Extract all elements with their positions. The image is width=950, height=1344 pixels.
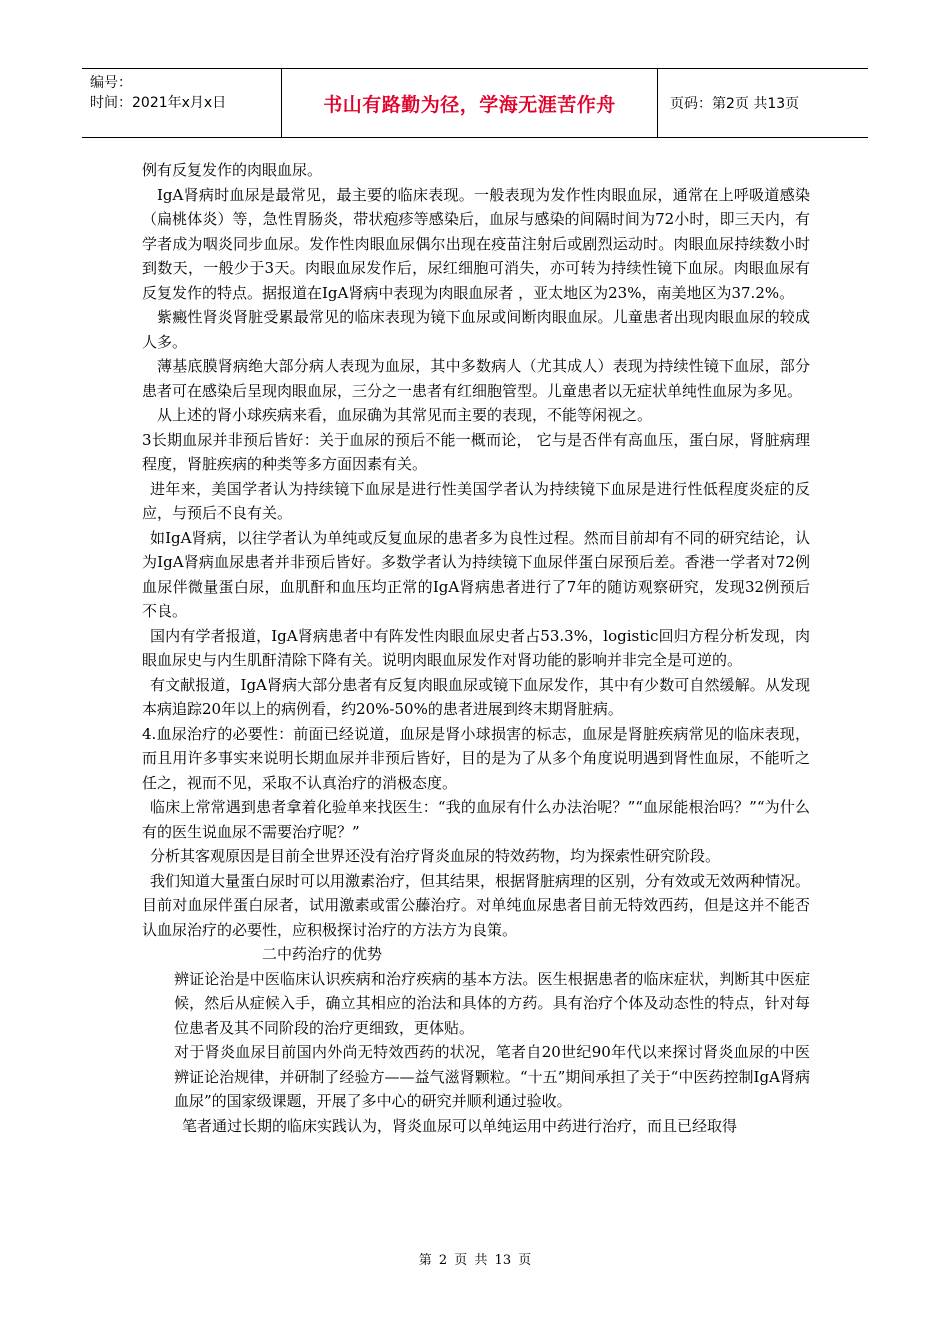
- paragraph: 薄基底膜肾病绝大部分病人表现为血尿，其中多数病人（尤其成人）表现为持续性镜下血尿，部分患者可在感染后呈现肉眼血尿，三分之一患者有红细胞管型。儿童患者以无症状单纯性血尿为多见。: [142, 357, 810, 400]
- header-meta: [82, 69, 282, 137]
- paragraph: 如IgA肾病，以往学者认为单纯或反复血尿的患者多为良性过程。然而目前却有不同的研究结论，认为IgA肾病血尿患者并非预后皆好。多数学者认为持续镜下血尿伴蛋白尿预后差。香港一学者对72例血尿伴微量蛋白尿，血肌酐和血压均正常的IgA肾病患者进行了7年的随访观察研究，发现32例预后不良。: [142, 528, 810, 620]
- section-heading: 二中药治疗的优势: [262, 945, 383, 963]
- paragraph: 笔者通过长期的临床实践认为，肾炎血尿可以单纯运用中药进行治疗，而且已经取得: [182, 1116, 738, 1135]
- paragraph: IgA肾病时血尿是最常见，最主要的临床表现。一般表现为发作性肉眼血尿，通常在上呼吸道感染（扁桃体炎）等，急性胃肠炎，带状疱疹等感染后，血尿与感染的间隔时间为72小时，即三天内，有学者成为咽炎同步血尿。发作性肉眼血尿偶尔出现在疫苗注射后或剧烈运动时。肉眼血尿持续数小时到数天，一般少于3天。肉眼血尿发作后，尿红细胞可消失，亦可转为持续性镜下血尿。肉眼血尿有反复发作的特点。据报道在IgA肾病中表现为肉眼血尿者 ，亚太地区为23%，南美地区为37.2%。: [142, 185, 810, 302]
- paragraph: 4.血尿治疗的必要性：前面已经说道，血尿是肾小球损害的标志，血尿是肾脏疾病常见的临床表现，而且用许多事实来说明长期血尿并非预后皆好，目的是为了从多个角度说明遇到肾性血尿，不能听之任之，视而不见，采取不认真治疗的消极态度。: [142, 724, 810, 792]
- paragraph: 有文献报道，IgA肾病大部分患者有反复肉眼血尿或镜下血尿发作，其中有少数可自然缓解。从发现本病追踪20年以上的病例看，约20%-50%的患者进展到终末期肾脏病。: [142, 675, 810, 718]
- paragraph: 临床上常常遇到患者拿着化验单来找医生：“我的血尿有什么办法治呢？”“血尿能根治吗？”“为什么有的医生说血尿不需要治疗呢？”: [142, 798, 810, 841]
- paragraph: 分析其客观原因是目前全世界还没有治疗肾炎血尿的特效药物，均为探索性研究阶段。: [150, 847, 721, 865]
- page-header: [82, 68, 868, 138]
- page-footer: 第 2 页 共 13 页: [418, 1253, 532, 1268]
- document-date: 时间：2021年x月x日: [90, 95, 227, 111]
- document-body: [142, 158, 810, 1138]
- paragraph: 辨证论治是中医临床认识疾病和治疗疾病的基本方法。医生根据患者的临床症状，判断其中医症候，然后从症候入手，确立其相应的治法和具体的方药。具有治疗个体及动态性的特点，针对每位患者及其不同阶段的治疗更细致，更体贴。: [174, 969, 810, 1037]
- paragraph: 国内有学者报道，IgA肾病患者中有阵发性肉眼血尿史者占53.3%，logistic回归方程分析发现，肉眼血尿史与内生肌酐清除下降有关。说明肉眼血尿发作对肾功能的影响并非完全是可逆的。: [142, 626, 810, 669]
- document-number-label: 编号：: [90, 75, 132, 91]
- paragraph: 紫癜性肾炎肾脏受累最常见的临床表现为镜下血尿或间断肉眼血尿。儿童患者出现肉眼血尿的较成人多。: [142, 308, 810, 351]
- paragraph: 进年来，美国学者认为持续镜下血尿是进行性美国学者认为持续镜下血尿是进行性低程度炎症的反应，与预后不良有关。: [142, 479, 810, 522]
- paragraph: 3长期血尿并非预后皆好：关于血尿的预后不能一概而论， 它与是否伴有高血压，蛋白尿，肾脏病理程度，肾脏疾病的种类等多方面因素有关。: [142, 430, 810, 473]
- header-page-info: 页码：第2页 共13页: [670, 96, 800, 112]
- paragraph: 从上述的肾小球疾病来看，血尿确为其常见而主要的表现，不能等闲视之。: [157, 406, 653, 424]
- header-slogan: 书山有路勤为径，学海无涯苦作舟: [282, 69, 658, 137]
- paragraph: 我们知道大量蛋白尿时可以用激素治疗，但其结果，根据肾脏病理的区别，分有效或无效两种情况。目前对血尿伴蛋白尿者，试用激素或雷公藤治疗。对单纯血尿患者目前无特效西药，但是这并不能否认血尿治疗的必要性，应积极探讨治疗的方法方为良策。: [142, 871, 811, 939]
- paragraph: 例有反复发作的肉眼血尿。: [142, 161, 323, 179]
- paragraph: 对于肾炎血尿目前国内外尚无特效西药的状况，笔者自20世纪90年代以来探讨肾炎血尿的中医辨证论治规律，并研制了经验方——益气滋肾颗粒。“十五”期间承担了关于“中医药控制IgA肾病血尿”的国家级课题，开展了多中心的研究并顺利通过验收。: [174, 1043, 810, 1110]
